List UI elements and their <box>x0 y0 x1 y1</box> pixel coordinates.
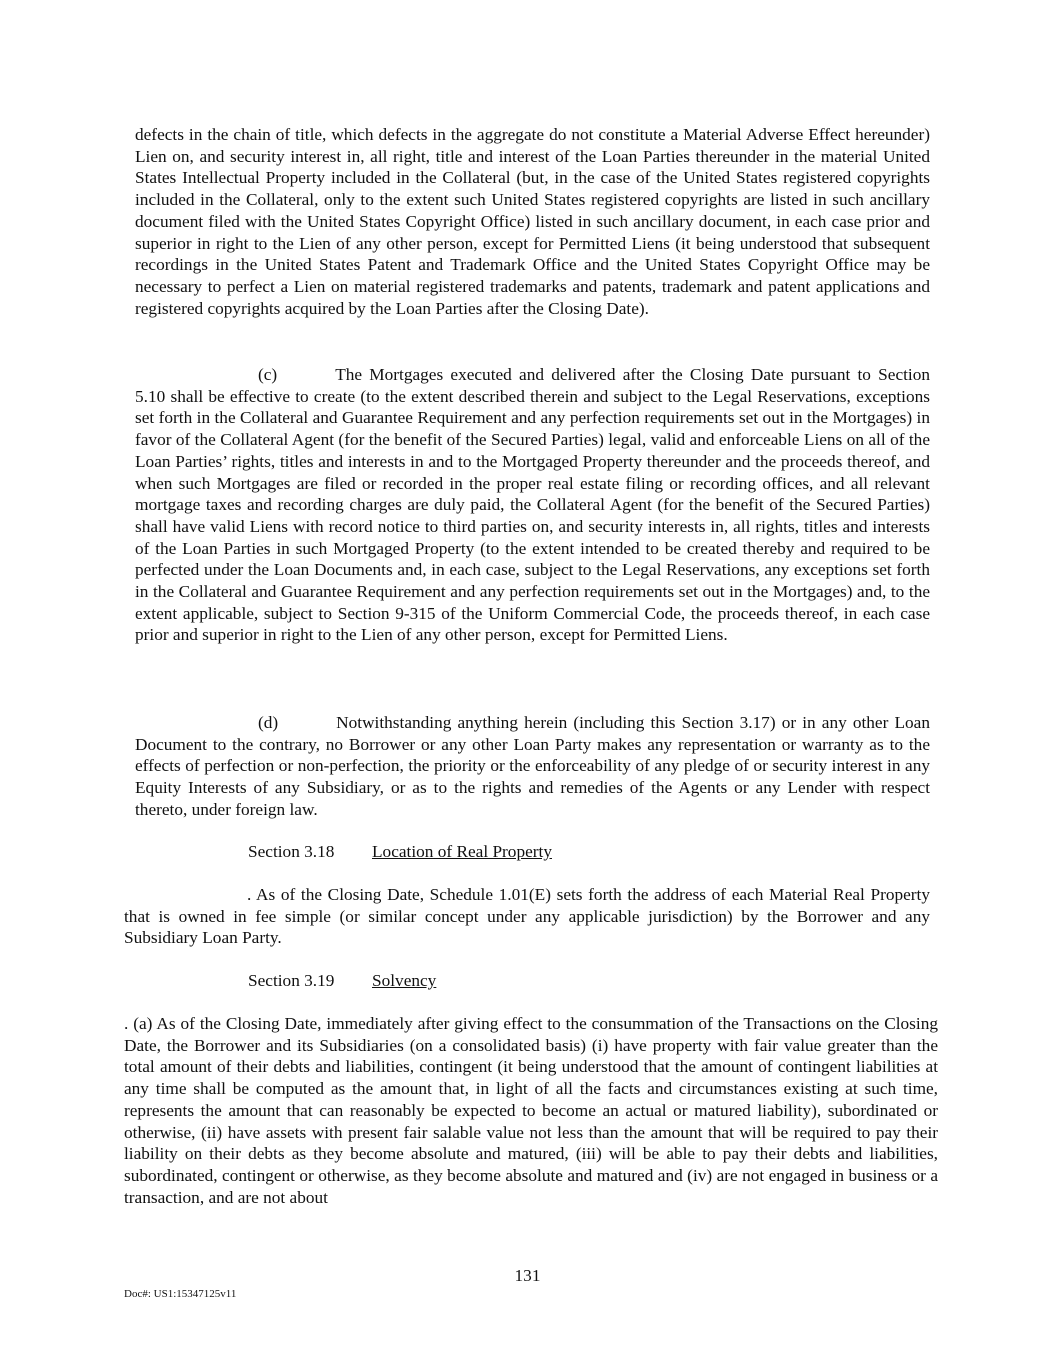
paragraph-solvency-a: . (a) As of the Closing Date, immediately after giving effect to the consummation of the Transactions on the Closing Date, the Borrower and its Subsidiaries (on a consolidated basis) (i) have property with fair value greater than the total amount of their debts and liabilities, contingent (it being understood that the amount of contingent liabilities at any time shall be computed as the amount that, in light of all the facts and circumstances existing at such time, represents the amount that can reasonably be expected to become an actual or matured liability), subordinated or otherwise, (ii) have assets with present fair salable value not less than the amount that will be required to pay their liability on their debts as they become absolute and matured, (iii) will be able to pay their debts and liabilities, subordinated, contingent or otherwise, as they become absolute and matured and (iv) are not engaged in business or a transaction, and are not about <box>124 1014 938 1207</box>
clause-text-c: The Mortgages executed and delivered after the Closing Date pursuant to Section 5.10 shall be effective to create (to the extent described therein and subject to the Legal Reservations, exceptions set forth in the Collateral and Guarantee Requirement and any perfection requirements set out in the Mortgages) in favor of the Collateral Agent (for the benefit of the Secured Parties) legal, valid and enforceable Liens on all of the Loan Parties’ rights, titles and interests in and to the Mortgaged Property thereunder and the proceeds thereof, and when such Mortgages are filed or recorded in the proper real estate filing or recording offices, and all relevant mortgage taxes and recording charges are duly paid, the Collateral Agent (for the benefit of the Secured Parties) shall have valid Liens with record notice to third parties on, and security interests in, all rights, titles and interests of the Loan Parties in such Mortgaged Property (to the extent intended to be created thereby and required to be perfected under the Loan Documents and, in each case, subject to the Legal Reservations, any exceptions set forth in the Collateral and Guarantee Requirement and any perfection requirements set out in the Mortgages) and, to the extent applicable, subject to Section 9-315 of the Uniform Commercial Code, the proceeds thereof, in each case prior and superior in right to the Lien of any other person, except for Permitted Liens. <box>135 365 930 645</box>
section-heading-3-19 <box>248 970 436 992</box>
page-number: 131 <box>514 1266 541 1285</box>
document-id: Doc#: US1:15347125v11 <box>124 1288 237 1300</box>
section-title: Location of Real Property <box>372 842 552 861</box>
clause-label-d: (d) <box>258 713 279 732</box>
paragraph-c-mortgages <box>135 364 930 646</box>
paragraph-d-notwithstanding <box>135 712 930 821</box>
section-heading-3-18 <box>248 841 552 863</box>
section-title: Solvency <box>372 971 437 990</box>
paragraph-chain-of-title: defects in the chain of title, which defects in the aggregate do not constitute a Material Adverse Effect hereunder) Lien on, and security interest in, all right, title and interest of the Loan Parties thereunder in the material United States Intellectual Property included in the Collateral (but, in the case of the United States registered copyrights included in the Collateral, only to the extent such United States registered copyrights are listed in such ancillary document filed with the United States Copyright Office) listed in such ancillary document, in each case prior and superior in right to the Lien of any other person, except for Permitted Liens (it being understood that subsequent recordings in the United States Patent and Trademark Office and the United States Copyright Office may be necessary to perfect a Lien on material registered trademarks and patents, trademark and patent applications and registered copyrights acquired by the Loan Parties after the Closing Date). <box>135 125 930 318</box>
clause-text-d: Notwithstanding anything herein (including this Section 3.17) or in any other Loan Document to the contrary, no Borrower or any other Loan Party makes any representation or warranty as to the effects of perfection or non-perfection, the priority or the enforceability of any pledge of or security interest in any Equity Interests of any Subsidiary, or as to the rights and remedies of the Agents or any Lender with respect thereto, under foreign law. <box>135 713 930 819</box>
clause-label-c: (c) <box>258 365 278 384</box>
paragraph-real-property: . As of the Closing Date, Schedule 1.01(E) sets forth the address of each Material Real Property that is owned in fee simple (or similar concept under any applicable jurisdiction) by the Borrower and any Subsidiary Loan Party. <box>124 885 930 948</box>
section-number: Section 3.19 <box>248 971 335 990</box>
section-number: Section 3.18 <box>248 842 335 861</box>
